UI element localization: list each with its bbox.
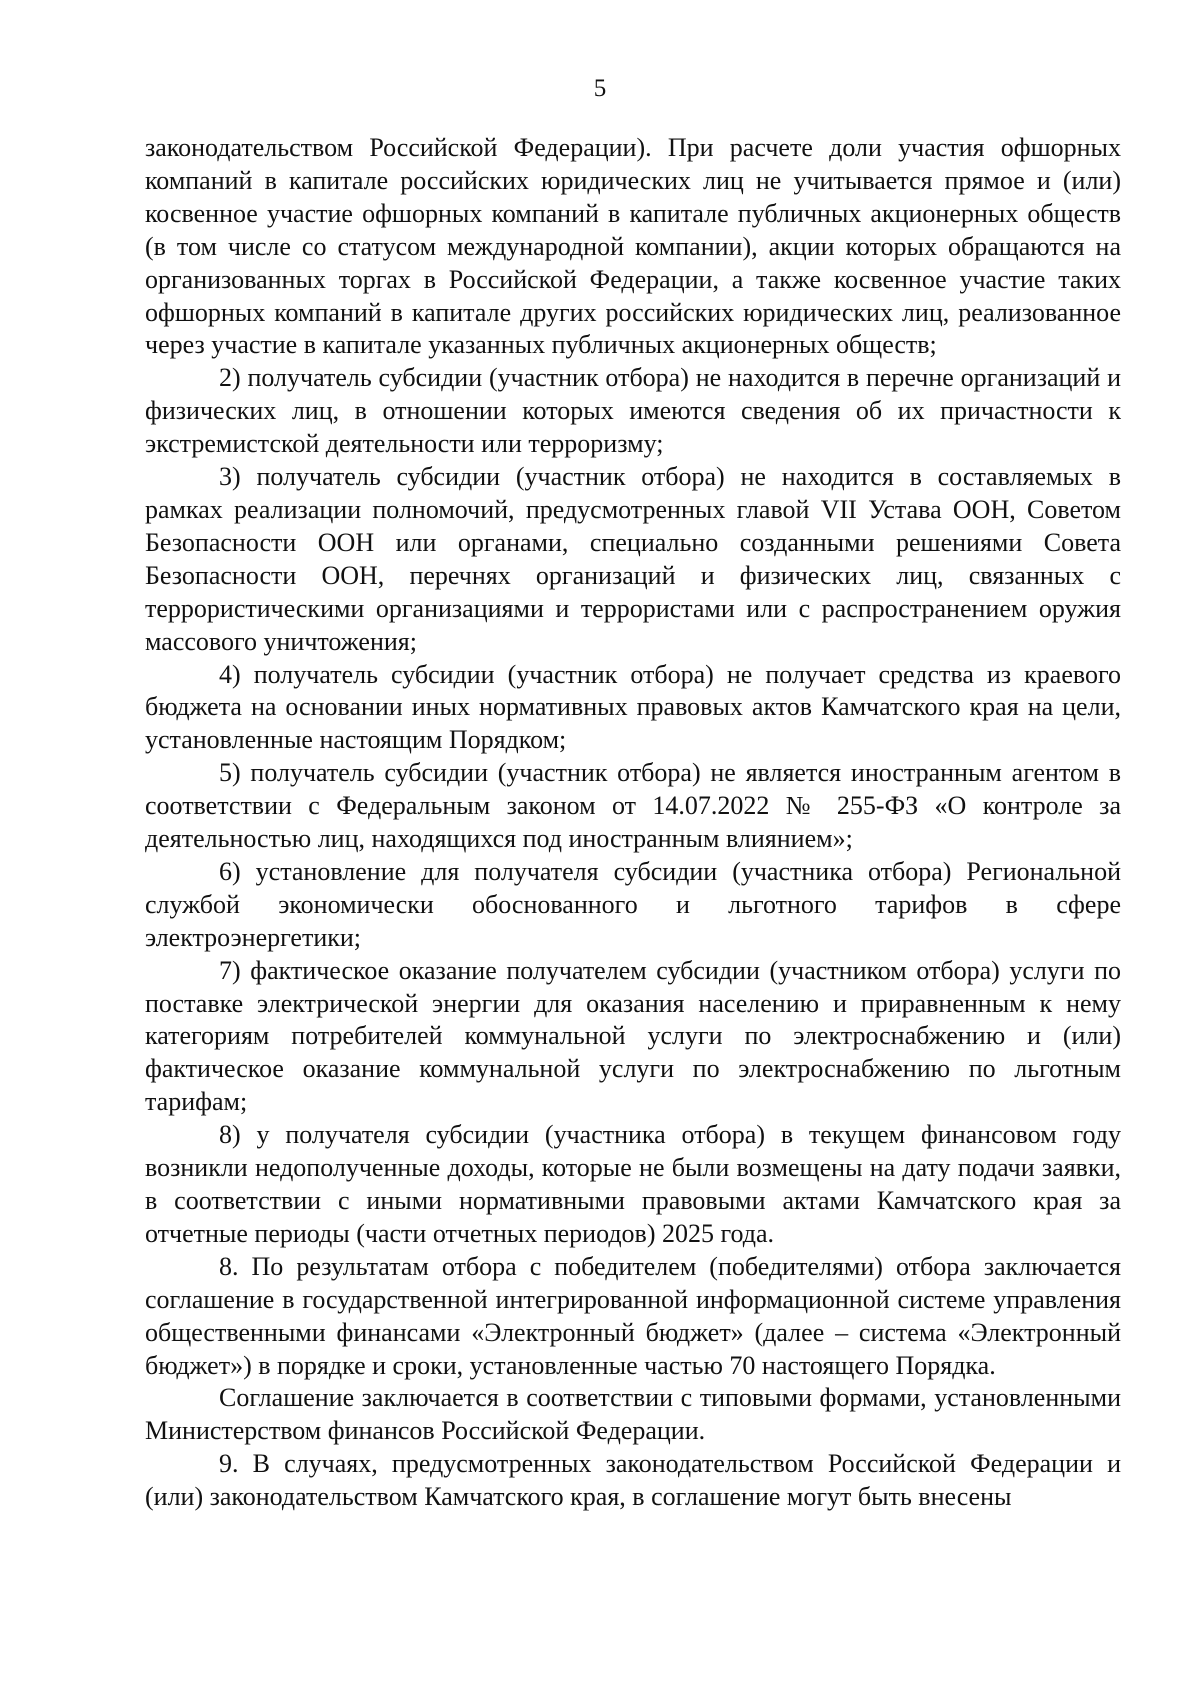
paragraph-item-5: 5) получатель субсидии (участник отбора) не является иностранным агентом в соответствии с Федеральным законом от 14.07.2022 № 255-ФЗ «О контроле за деятельностью лиц, находящихся под иностранным влиянием»; — [145, 758, 1121, 854]
paragraph-item-2: 2) получатель субсидии (участник отбора) не находится в перечне организаций и физических лиц, в отношении которых имеются сведения об их причастности к экстремистской деятельности или терроризму; — [145, 363, 1121, 459]
document-body — [145, 132, 1121, 1514]
paragraph-item-4: 4) получатель субсидии (участник отбора) не получает средства из краевого бюджета на основании иных нормативных правовых актов Камчатского края на цели, установленные настоящим Порядком; — [145, 659, 1121, 755]
paragraph-section-9: 9. В случаях, предусмотренных законодательством Российской Федерации и (или) законодательством Камчатского края, в соглашение могут быть внесены — [145, 1449, 1121, 1512]
paragraph-item-6: 6) установление для получателя субсидии (участника отбора) Региональной службой экономически обоснованного и льготного тарифов в сфере электроэнергетики; — [145, 856, 1121, 952]
paragraph-offshore-continuation: законодательством Российской Федерации). При расчете доли участия офшорных компаний в капитале российских юридических лиц не учитывается прямое и (или) косвенное участие офшорных компаний в капитале публичных акционерных обществ (в том числе со статусом международной компании), акции которых обращаются на организованных торгах в Российской Федерации, а также косвенное участие таких офшорных компаний в капитале других российских юридических лиц, реализованное через участие в капитале указанных публичных акционерных обществ; — [145, 133, 1121, 360]
page-number: 5 — [593, 75, 607, 102]
paragraph-item-7: 7) фактическое оказание получателем субсидии (участником отбора) услуги по поставке электрической энергии для оказания населению и приравненным к нему категориям потребителей коммунальной услуги по электроснабжению и (или) фактическое оказание коммунальной услуги по электроснабжению по льготным тарифам; — [145, 955, 1121, 1117]
paragraph-item-8: 8) у получателя субсидии (участника отбора) в текущем финансовом году возникли недополученные доходы, которые не были возмещены на дату подачи заявки, в соответствии с иными нормативными правовыми актами Камчатского края за отчетные периоды (части отчетных периодов) 2025 года. — [145, 1120, 1121, 1248]
paragraph-agreement-forms: Соглашение заключается в соответствии с типовыми формами, установленными Министерством финансов Российской Федерации. — [145, 1383, 1121, 1446]
paragraph-section-8: 8. По результатам отбора с победителем (победителями) отбора заключается соглашение в государственной интегрированной информационной системе управления общественными финансами «Электронный бюджет» (далее – система «Электронный бюджет») в порядке и сроки, установленные частью 70 настоящего Порядка. — [145, 1251, 1121, 1380]
paragraph-item-3: 3) получатель субсидии (участник отбора) не находится в составляемых в рамках реализации полномочий, предусмотренных главой VII Устава ООН, Советом Безопасности ООН или органами, специально созданными решениями Совета Безопасности ООН, перечнях организаций и физических лиц, связанных с террористическими организациями и террористами или с распространением оружия массового уничтожения; — [145, 462, 1121, 656]
